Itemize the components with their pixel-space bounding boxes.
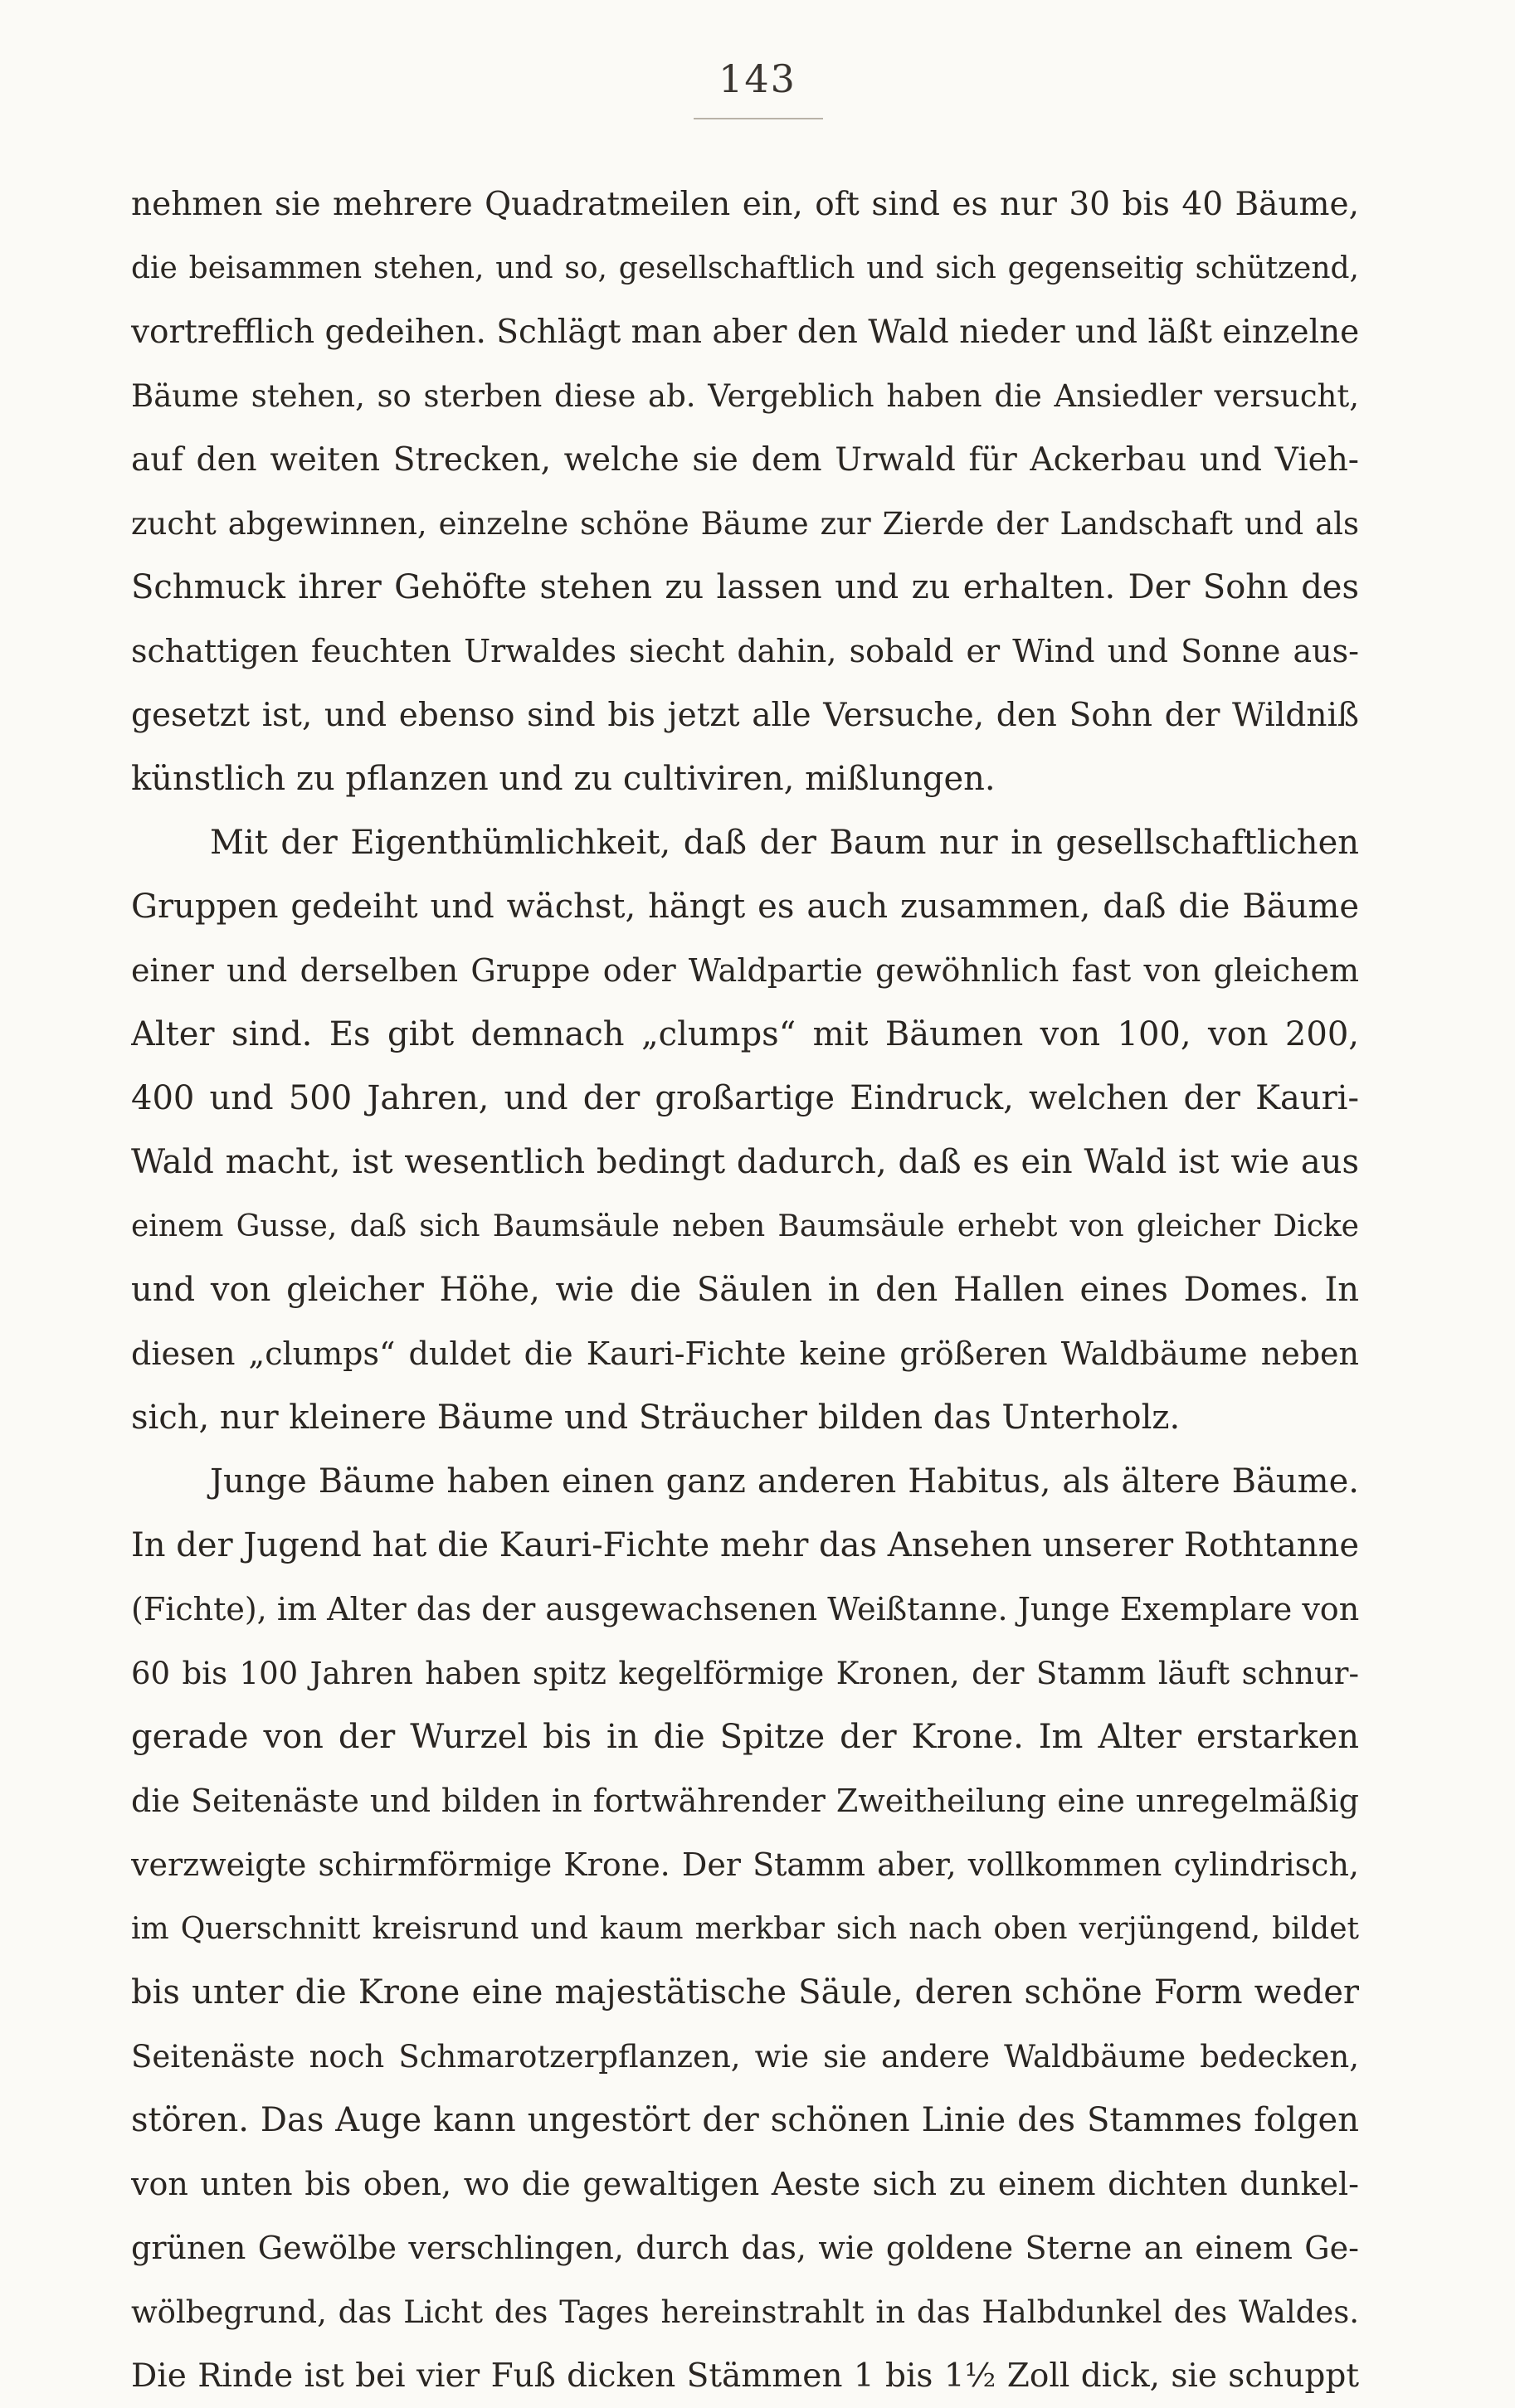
text-line: auf den weiten Strecken, welche sie dem Urwald für Ackerbau und Vieh-	[131, 441, 1359, 479]
text-line: von unten bis oben, wo die gewaltigen Aeste sich zu einem dichten dunkel-	[131, 2166, 1359, 2202]
text-line: nehmen sie mehrere Quadratmeilen ein, oft sind es nur 30 bis 40 Bäume,	[131, 186, 1359, 223]
text-line: schattigen feuchten Urwaldes siecht dahin, sobald er Wind und Sonne aus-	[131, 633, 1359, 669]
text-line: verzweigte schirmförmige Krone. Der Stamm aber, vollkommen cylindrisch,	[131, 1846, 1359, 1883]
text-line: gerade von der Wurzel bis in die Spitze der Krone. Im Alter erstarken	[131, 1718, 1359, 1756]
text-line: einem Gusse, daß sich Baumsäule neben Baumsäule erhebt von gleicher Dicke	[131, 1209, 1359, 1243]
text-line: bis unter die Krone eine majestätische Säule, deren schöne Form weder	[131, 1973, 1359, 2012]
text-line: Gruppen gedeiht und wächst, hängt es auch zusammen, daß die Bäume	[131, 888, 1359, 926]
text-line: (Fichte), im Alter das der ausgewachsenen Weißtanne. Junge Exemplare von	[131, 1591, 1359, 1627]
text-line: die Seitenäste und bilden in fortwährender Zweitheilung eine unregelmäßig	[131, 1783, 1359, 1819]
text-line: Die Rinde ist bei vier Fuß dicken Stämmen 1 bis 1½ Zoll dick, sie schuppt	[131, 2357, 1359, 2395]
text-line: die beisammen stehen, und so, gesellschaftlich und sich gegenseitig schützend,	[131, 251, 1359, 285]
text-line: Bäume stehen, so sterben diese ab. Vergeblich haben die Ansiedler versucht,	[131, 378, 1359, 414]
text-line: Wald macht, ist wesentlich bedingt dadurch, daß es ein Wald ist wie aus	[131, 1143, 1359, 1181]
body-text	[131, 173, 1359, 2408]
text-line: Seitenäste noch Schmarotzerpflanzen, wie sie andere Waldbäume bedecken,	[131, 2039, 1359, 2075]
page-number: 143	[719, 56, 796, 101]
text-line: Mit der Eigenthümlichkeit, daß der Baum nur in gesellschaftlichen	[210, 824, 1359, 862]
text-line: einer und derselben Gruppe oder Waldpartie gewöhnlich fast von gleichem	[131, 952, 1359, 989]
text-line: 60 bis 100 Jahren haben spitz kegelförmige Kronen, der Stamm läuft schnur-	[131, 1656, 1359, 1691]
text-line: zucht abgewinnen, einzelne schöne Bäume zur Zierde der Landschaft und als	[131, 506, 1359, 542]
text-line: diesen „clumps“ duldet die Kauri-Fichte keine größeren Waldbäume neben	[131, 1335, 1359, 1372]
header-rule	[694, 118, 823, 119]
text-line: und von gleicher Höhe, wie die Säulen in den Hallen eines Domes. In	[131, 1271, 1359, 1309]
text-line: sich, nur kleinere Bäume und Sträucher bilden das Unterholz.	[131, 1399, 1181, 1437]
text-line: stören. Das Auge kann ungestört der schönen Linie des Stammes folgen	[131, 2101, 1359, 2139]
text-line: 400 und 500 Jahren, und der großartige Eindruck, welchen der Kauri-	[131, 1079, 1359, 1117]
text-line: wölbegrund, das Licht des Tages hereinstrahlt in das Halbdunkel des Waldes.	[131, 2294, 1359, 2330]
text-line: Alter sind. Es gibt demnach „clumps“ mit Bäumen von 100, von 200,	[131, 1015, 1359, 1053]
text-line: In der Jugend hat die Kauri-Fichte mehr das Ansehen unserer Rothtanne	[131, 1526, 1359, 1564]
text-line: künstlich zu pflanzen und zu cultiviren, mißlungen.	[131, 760, 996, 798]
text-line: im Querschnitt kreisrund und kaum merkbar sich nach oben verjüngend, bildet	[131, 1912, 1359, 1946]
text-line: gesetzt ist, und ebenso sind bis jetzt alle Versuche, den Sohn der Wildniß	[131, 697, 1359, 734]
text-line: vortrefflich gedeihen. Schlägt man aber den Wald nieder und läßt einzelne	[131, 314, 1359, 351]
text-line: Schmuck ihrer Gehöfte stehen zu lassen und zu erhalten. Der Sohn des	[131, 568, 1359, 606]
text-line: grünen Gewölbe verschlingen, durch das, wie goldene Sterne an einem Ge-	[131, 2230, 1359, 2266]
text-line: Junge Bäume haben einen ganz anderen Habitus, als ältere Bäume.	[210, 1462, 1359, 1501]
